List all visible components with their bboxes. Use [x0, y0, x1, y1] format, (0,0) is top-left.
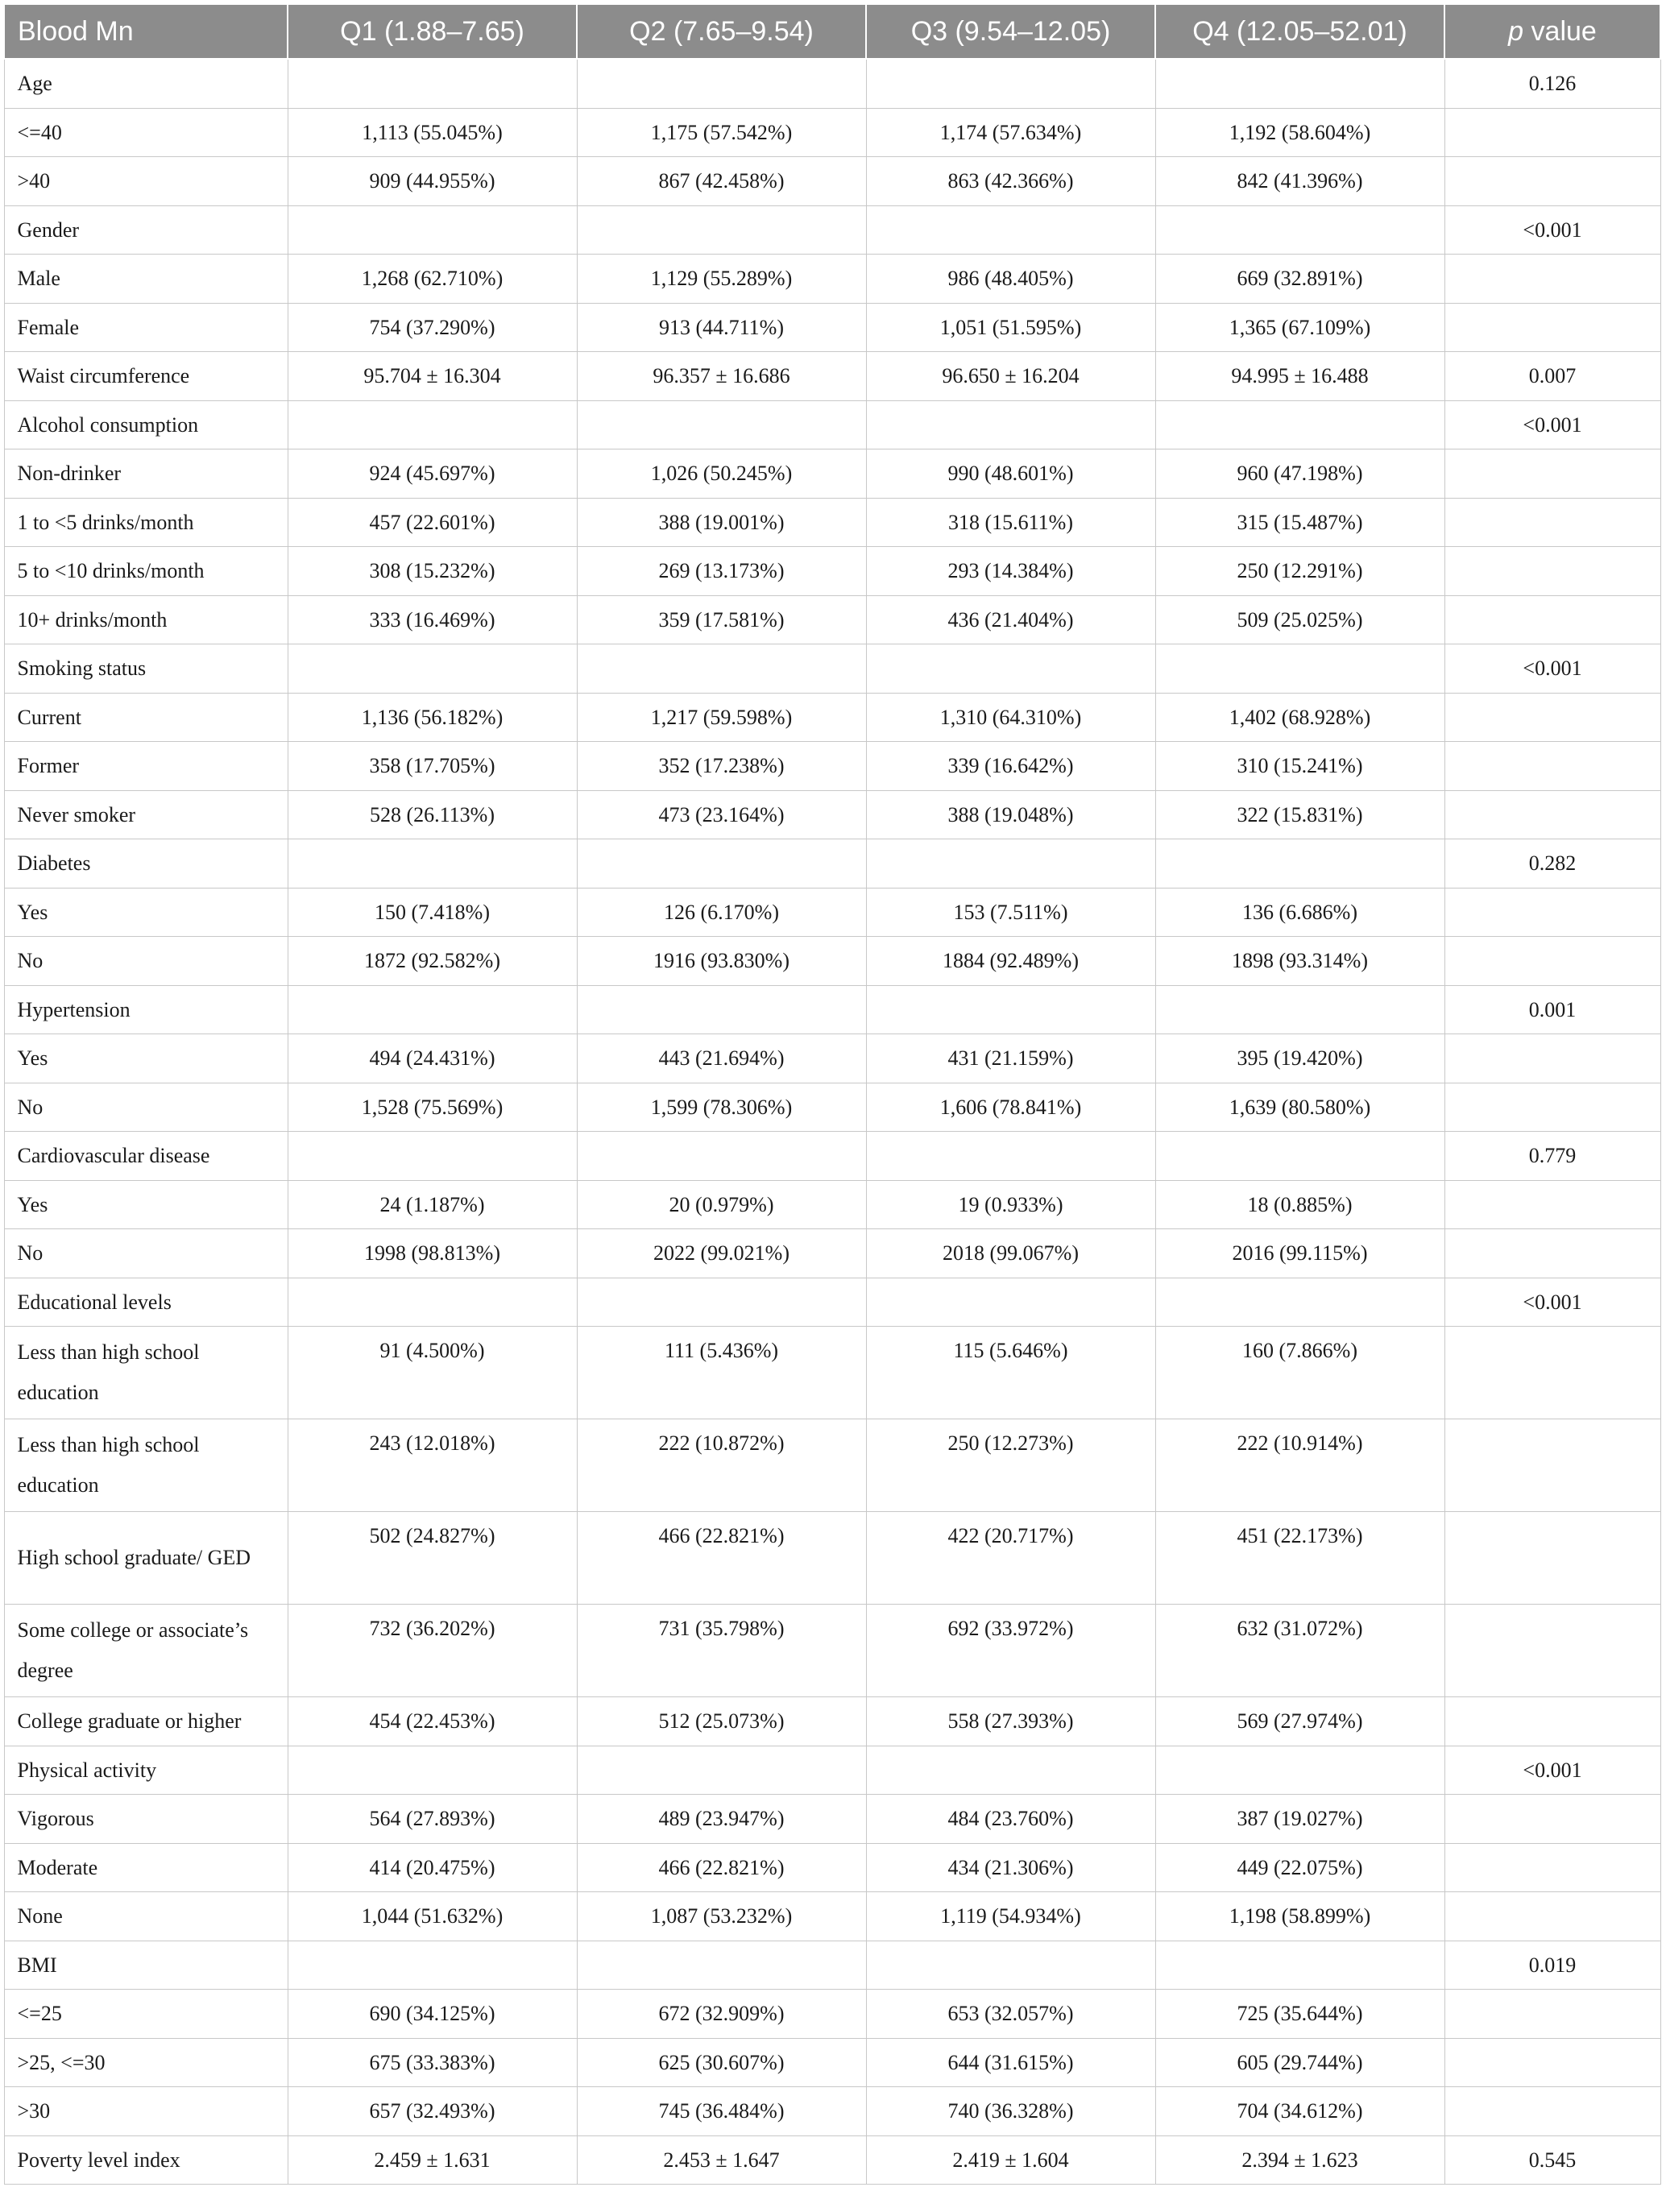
cell-q4: 449 (22.075%) — [1155, 1843, 1444, 1892]
cell-q2: 96.357 ± 16.686 — [577, 352, 866, 401]
cell-q1: 502 (24.827%) — [288, 1512, 577, 1605]
row-label-cell: Smoking status — [4, 644, 288, 694]
table-row — [4, 595, 1660, 644]
cell-p: <0.001 — [1444, 644, 1660, 694]
table-row — [4, 2135, 1660, 2185]
cell-q2: 672 (32.909%) — [577, 1990, 866, 2039]
cell-q2: 745 (36.484%) — [577, 2087, 866, 2136]
cell-q2 — [577, 1746, 866, 1795]
row-label-cell: Yes — [4, 888, 288, 937]
cell-p — [1444, 1990, 1660, 2039]
cell-q1: 754 (37.290%) — [288, 303, 577, 352]
cell-p — [1444, 1419, 1660, 1512]
cell-q1: 564 (27.893%) — [288, 1795, 577, 1844]
cell-q2 — [577, 1278, 866, 1327]
table-row — [4, 400, 1660, 449]
table-row — [4, 1419, 1660, 1512]
table-row — [4, 839, 1660, 889]
cell-q2: 867 (42.458%) — [577, 157, 866, 206]
cell-q2: 913 (44.711%) — [577, 303, 866, 352]
cell-p — [1444, 595, 1660, 644]
cell-q1: 1872 (92.582%) — [288, 937, 577, 986]
cell-p: <0.001 — [1444, 1278, 1660, 1327]
table-row — [4, 742, 1660, 791]
cell-q2: 1,026 (50.245%) — [577, 449, 866, 499]
cell-q2: 1,599 (78.306%) — [577, 1083, 866, 1132]
cell-p — [1444, 1605, 1660, 1697]
row-label-cell: Diabetes — [4, 839, 288, 889]
cell-q4: 94.995 ± 16.488 — [1155, 352, 1444, 401]
row-label-cell: High school graduate/ GED — [4, 1512, 288, 1605]
cell-q1: 657 (32.493%) — [288, 2087, 577, 2136]
header-row — [4, 4, 1660, 59]
cell-p — [1444, 742, 1660, 791]
table-row — [4, 693, 1660, 742]
cell-q1: 675 (33.383%) — [288, 2038, 577, 2087]
row-label-cell: Cardiovascular disease — [4, 1132, 288, 1181]
cell-q4: 310 (15.241%) — [1155, 742, 1444, 791]
cell-q2: 1916 (93.830%) — [577, 937, 866, 986]
cell-q3: 1884 (92.489%) — [866, 937, 1155, 986]
row-label-cell: Never smoker — [4, 790, 288, 839]
cell-q3: 2018 (99.067%) — [866, 1229, 1155, 1278]
cell-q3 — [866, 985, 1155, 1034]
cell-q3: 2.419 ± 1.604 — [866, 2135, 1155, 2185]
cell-q1: 358 (17.705%) — [288, 742, 577, 791]
cell-q1: 414 (20.475%) — [288, 1843, 577, 1892]
cell-q2: 352 (17.238%) — [577, 742, 866, 791]
cell-p: 0.779 — [1444, 1132, 1660, 1181]
cell-p — [1444, 937, 1660, 986]
cell-q4 — [1155, 59, 1444, 108]
row-label-cell: Male — [4, 255, 288, 304]
row-label-cell: >40 — [4, 157, 288, 206]
cell-q3: 422 (20.717%) — [866, 1512, 1155, 1605]
table-row — [4, 205, 1660, 255]
header-q3: Q3 (9.54–12.05) — [866, 4, 1155, 59]
cell-q1: 924 (45.697%) — [288, 449, 577, 499]
table-row — [4, 1843, 1660, 1892]
row-label-cell: Hypertension — [4, 985, 288, 1034]
cell-p — [1444, 1180, 1660, 1229]
table-row — [4, 937, 1660, 986]
cell-p — [1444, 1327, 1660, 1419]
cell-q2 — [577, 1132, 866, 1181]
cell-q3 — [866, 839, 1155, 889]
cell-q3: 1,606 (78.841%) — [866, 1083, 1155, 1132]
cell-q3: 692 (33.972%) — [866, 1605, 1155, 1697]
cell-q1 — [288, 205, 577, 255]
cell-q2: 466 (22.821%) — [577, 1843, 866, 1892]
cell-q2: 2022 (99.021%) — [577, 1229, 866, 1278]
cell-q4: 509 (25.025%) — [1155, 595, 1444, 644]
row-label-cell: Yes — [4, 1180, 288, 1229]
cell-p: <0.001 — [1444, 205, 1660, 255]
cell-p — [1444, 1229, 1660, 1278]
cell-p: 0.126 — [1444, 59, 1660, 108]
cell-q2: 359 (17.581%) — [577, 595, 866, 644]
cell-p — [1444, 2087, 1660, 2136]
cell-q2: 512 (25.073%) — [577, 1697, 866, 1746]
row-label-cell: None — [4, 1892, 288, 1941]
table-row — [4, 108, 1660, 157]
cell-q3 — [866, 1746, 1155, 1795]
table-row — [4, 1083, 1660, 1132]
table-row — [4, 1892, 1660, 1941]
cell-p — [1444, 1512, 1660, 1605]
row-label-cell: Poverty level index — [4, 2135, 288, 2185]
cell-q4: 960 (47.198%) — [1155, 449, 1444, 499]
cell-q4 — [1155, 1132, 1444, 1181]
header-p-value — [1444, 4, 1660, 59]
cell-p: 0.007 — [1444, 352, 1660, 401]
cell-q4: 1,198 (58.899%) — [1155, 1892, 1444, 1941]
cell-q1 — [288, 1746, 577, 1795]
header-q4: Q4 (12.05–52.01) — [1155, 4, 1444, 59]
cell-q4 — [1155, 1941, 1444, 1990]
row-label-cell: >30 — [4, 2087, 288, 2136]
table-row — [4, 1132, 1660, 1181]
table-row — [4, 1697, 1660, 1746]
cell-q3: 644 (31.615%) — [866, 2038, 1155, 2087]
cell-q4: 605 (29.744%) — [1155, 2038, 1444, 2087]
cell-q4 — [1155, 1278, 1444, 1327]
row-label-cell: >25, <=30 — [4, 2038, 288, 2087]
cell-q4: 2.394 ± 1.623 — [1155, 2135, 1444, 2185]
cell-q3: 740 (36.328%) — [866, 2087, 1155, 2136]
cell-q1 — [288, 1278, 577, 1327]
cell-q2: 466 (22.821%) — [577, 1512, 866, 1605]
table-row — [4, 790, 1660, 839]
table-body — [4, 59, 1660, 2185]
cell-q4: 451 (22.173%) — [1155, 1512, 1444, 1605]
row-label-cell: 1 to <5 drinks/month — [4, 498, 288, 547]
cell-q3: 339 (16.642%) — [866, 742, 1155, 791]
cell-q1: 333 (16.469%) — [288, 595, 577, 644]
cell-q1: 1998 (98.813%) — [288, 1229, 577, 1278]
cell-q2 — [577, 985, 866, 1034]
cell-p — [1444, 693, 1660, 742]
cell-q1: 91 (4.500%) — [288, 1327, 577, 1419]
cell-q4: 222 (10.914%) — [1155, 1419, 1444, 1512]
cell-q4: 1898 (93.314%) — [1155, 937, 1444, 986]
row-label-cell: Moderate — [4, 1843, 288, 1892]
cell-q3 — [866, 1132, 1155, 1181]
table-row — [4, 1327, 1660, 1419]
table-row — [4, 547, 1660, 596]
cell-q4: 569 (27.974%) — [1155, 1697, 1444, 1746]
table-row — [4, 1512, 1660, 1605]
cell-q4: 1,365 (67.109%) — [1155, 303, 1444, 352]
cell-q1: 24 (1.187%) — [288, 1180, 577, 1229]
row-label-cell: Some college or associate’s degree — [4, 1605, 288, 1697]
table-row — [4, 1229, 1660, 1278]
table-row — [4, 157, 1660, 206]
row-label-cell: Vigorous — [4, 1795, 288, 1844]
cell-p — [1444, 547, 1660, 596]
table-row — [4, 1941, 1660, 1990]
cell-q3: 96.650 ± 16.204 — [866, 352, 1155, 401]
header-p-rest: value — [1523, 15, 1597, 47]
cell-p — [1444, 1892, 1660, 1941]
cell-q3: 153 (7.511%) — [866, 888, 1155, 937]
cell-q1 — [288, 839, 577, 889]
cell-p: 0.282 — [1444, 839, 1660, 889]
cell-q1 — [288, 644, 577, 694]
table-row — [4, 449, 1660, 499]
cell-q3 — [866, 644, 1155, 694]
row-label-cell: Female — [4, 303, 288, 352]
row-label-cell: Age — [4, 59, 288, 108]
cell-q2 — [577, 839, 866, 889]
cell-q4: 160 (7.866%) — [1155, 1327, 1444, 1419]
cell-q3: 1,051 (51.595%) — [866, 303, 1155, 352]
cell-p — [1444, 1034, 1660, 1083]
cell-p: 0.019 — [1444, 1941, 1660, 1990]
cell-q3: 1,310 (64.310%) — [866, 693, 1155, 742]
cell-p: 0.545 — [1444, 2135, 1660, 2185]
cell-q3 — [866, 59, 1155, 108]
cell-q4 — [1155, 400, 1444, 449]
table-row — [4, 2038, 1660, 2087]
table-row — [4, 1034, 1660, 1083]
cell-p — [1444, 157, 1660, 206]
cell-q4: 136 (6.686%) — [1155, 888, 1444, 937]
row-label-cell: <=40 — [4, 108, 288, 157]
cell-q3: 990 (48.601%) — [866, 449, 1155, 499]
table-row — [4, 985, 1660, 1034]
cell-q3: 1,174 (57.634%) — [866, 108, 1155, 157]
cell-q4: 632 (31.072%) — [1155, 1605, 1444, 1697]
cell-q1: 909 (44.955%) — [288, 157, 577, 206]
row-label-cell: College graduate or higher — [4, 1697, 288, 1746]
cell-q2: 625 (30.607%) — [577, 2038, 866, 2087]
cell-q2: 388 (19.001%) — [577, 498, 866, 547]
cell-q4: 315 (15.487%) — [1155, 498, 1444, 547]
cell-q3: 558 (27.393%) — [866, 1697, 1155, 1746]
row-label-cell: No — [4, 1229, 288, 1278]
row-label-cell: Yes — [4, 1034, 288, 1083]
cell-q2: 473 (23.164%) — [577, 790, 866, 839]
header-q1: Q1 (1.88–7.65) — [288, 4, 577, 59]
cell-q4 — [1155, 985, 1444, 1034]
cell-q3 — [866, 400, 1155, 449]
row-label-cell: No — [4, 1083, 288, 1132]
cell-p — [1444, 888, 1660, 937]
cell-p — [1444, 1843, 1660, 1892]
table-row — [4, 1990, 1660, 2039]
row-label-cell: BMI — [4, 1941, 288, 1990]
cell-q1: 457 (22.601%) — [288, 498, 577, 547]
cell-q1: 528 (26.113%) — [288, 790, 577, 839]
cell-q3: 318 (15.611%) — [866, 498, 1155, 547]
cell-q2: 222 (10.872%) — [577, 1419, 866, 1512]
cell-q4 — [1155, 1746, 1444, 1795]
table-row — [4, 255, 1660, 304]
row-label-cell: <=25 — [4, 1990, 288, 2039]
cell-q1 — [288, 1132, 577, 1181]
row-label-cell: 5 to <10 drinks/month — [4, 547, 288, 596]
cell-p — [1444, 1083, 1660, 1132]
table-row — [4, 2087, 1660, 2136]
cell-p — [1444, 1795, 1660, 1844]
cell-q4: 2016 (99.115%) — [1155, 1229, 1444, 1278]
cell-q4: 395 (19.420%) — [1155, 1034, 1444, 1083]
table-row — [4, 888, 1660, 937]
cell-q2: 489 (23.947%) — [577, 1795, 866, 1844]
cell-q4: 842 (41.396%) — [1155, 157, 1444, 206]
cell-q4: 250 (12.291%) — [1155, 547, 1444, 596]
table-row — [4, 1278, 1660, 1327]
cell-q3: 434 (21.306%) — [866, 1843, 1155, 1892]
cell-q1: 1,044 (51.632%) — [288, 1892, 577, 1941]
row-label-cell: Waist circumference — [4, 352, 288, 401]
cell-p — [1444, 790, 1660, 839]
cell-q3: 388 (19.048%) — [866, 790, 1155, 839]
cell-q3: 250 (12.273%) — [866, 1419, 1155, 1512]
cell-q2: 731 (35.798%) — [577, 1605, 866, 1697]
table-row — [4, 59, 1660, 108]
cell-q2 — [577, 400, 866, 449]
cell-q3: 436 (21.404%) — [866, 595, 1155, 644]
cell-q2 — [577, 644, 866, 694]
cell-p — [1444, 255, 1660, 304]
cell-q2 — [577, 1941, 866, 1990]
cell-q3: 431 (21.159%) — [866, 1034, 1155, 1083]
cell-q4: 1,192 (58.604%) — [1155, 108, 1444, 157]
table-row — [4, 498, 1660, 547]
header-p-italic: p — [1508, 15, 1524, 47]
cell-q2: 111 (5.436%) — [577, 1327, 866, 1419]
cell-q1: 1,528 (75.569%) — [288, 1083, 577, 1132]
table-row — [4, 1746, 1660, 1795]
cell-q1 — [288, 400, 577, 449]
cell-q2: 1,217 (59.598%) — [577, 693, 866, 742]
row-label-cell: Alcohol consumption — [4, 400, 288, 449]
table-row — [4, 352, 1660, 401]
cell-q1: 95.704 ± 16.304 — [288, 352, 577, 401]
row-label-cell: Educational levels — [4, 1278, 288, 1327]
cell-q4: 1,402 (68.928%) — [1155, 693, 1444, 742]
cell-q4: 704 (34.612%) — [1155, 2087, 1444, 2136]
cell-q2: 126 (6.170%) — [577, 888, 866, 937]
row-label-cell: Gender — [4, 205, 288, 255]
cell-q2: 1,129 (55.289%) — [577, 255, 866, 304]
cell-p — [1444, 1697, 1660, 1746]
cell-q2 — [577, 205, 866, 255]
cell-p: <0.001 — [1444, 400, 1660, 449]
row-label-cell: No — [4, 937, 288, 986]
cell-q2: 1,087 (53.232%) — [577, 1892, 866, 1941]
cell-q1: 732 (36.202%) — [288, 1605, 577, 1697]
table-row — [4, 644, 1660, 694]
table-row — [4, 1180, 1660, 1229]
cell-q2: 443 (21.694%) — [577, 1034, 866, 1083]
row-label-cell: Former — [4, 742, 288, 791]
cell-q1: 690 (34.125%) — [288, 1990, 577, 2039]
cell-q3 — [866, 205, 1155, 255]
cell-q2 — [577, 59, 866, 108]
cell-q1: 150 (7.418%) — [288, 888, 577, 937]
cell-q2: 269 (13.173%) — [577, 547, 866, 596]
cell-q3: 1,119 (54.934%) — [866, 1892, 1155, 1941]
cell-q3: 484 (23.760%) — [866, 1795, 1155, 1844]
cell-q4 — [1155, 839, 1444, 889]
cell-q4 — [1155, 205, 1444, 255]
cell-q4 — [1155, 644, 1444, 694]
cell-q1 — [288, 1941, 577, 1990]
cell-q3: 19 (0.933%) — [866, 1180, 1155, 1229]
cell-p: 0.001 — [1444, 985, 1660, 1034]
cell-q3 — [866, 1278, 1155, 1327]
table-header — [4, 4, 1660, 59]
cell-q4: 387 (19.027%) — [1155, 1795, 1444, 1844]
cell-q1 — [288, 59, 577, 108]
cell-p — [1444, 449, 1660, 499]
cell-q2: 20 (0.979%) — [577, 1180, 866, 1229]
cell-q4: 669 (32.891%) — [1155, 255, 1444, 304]
cell-q3 — [866, 1941, 1155, 1990]
cell-q3: 986 (48.405%) — [866, 255, 1155, 304]
cell-q1: 308 (15.232%) — [288, 547, 577, 596]
cell-q3: 653 (32.057%) — [866, 1990, 1155, 2039]
blood-mn-table — [3, 3, 1661, 2185]
row-label-cell: 10+ drinks/month — [4, 595, 288, 644]
cell-p — [1444, 2038, 1660, 2087]
cell-q3: 115 (5.646%) — [866, 1327, 1155, 1419]
row-label-cell: Non-drinker — [4, 449, 288, 499]
cell-q3: 863 (42.366%) — [866, 157, 1155, 206]
cell-q4: 18 (0.885%) — [1155, 1180, 1444, 1229]
table-row — [4, 1605, 1660, 1697]
cell-q1: 1,113 (55.045%) — [288, 108, 577, 157]
cell-q1: 494 (24.431%) — [288, 1034, 577, 1083]
cell-p — [1444, 108, 1660, 157]
header-q2: Q2 (7.65–9.54) — [577, 4, 866, 59]
row-label-cell: Less than high school education — [4, 1419, 288, 1512]
cell-q3: 293 (14.384%) — [866, 547, 1155, 596]
cell-q1: 1,136 (56.182%) — [288, 693, 577, 742]
cell-q1: 243 (12.018%) — [288, 1419, 577, 1512]
row-label-cell: Physical activity — [4, 1746, 288, 1795]
cell-p — [1444, 498, 1660, 547]
cell-q1: 1,268 (62.710%) — [288, 255, 577, 304]
row-label-cell: Less than high school education — [4, 1327, 288, 1419]
header-blood-mn: Blood Mn — [4, 4, 288, 59]
cell-q2: 1,175 (57.542%) — [577, 108, 866, 157]
cell-q1: 454 (22.453%) — [288, 1697, 577, 1746]
table-row — [4, 303, 1660, 352]
cell-q4: 725 (35.644%) — [1155, 1990, 1444, 2039]
cell-q4: 322 (15.831%) — [1155, 790, 1444, 839]
row-label-cell: Current — [4, 693, 288, 742]
cell-q1 — [288, 985, 577, 1034]
cell-q4: 1,639 (80.580%) — [1155, 1083, 1444, 1132]
cell-q1: 2.459 ± 1.631 — [288, 2135, 577, 2185]
cell-p — [1444, 303, 1660, 352]
cell-p: <0.001 — [1444, 1746, 1660, 1795]
cell-q2: 2.453 ± 1.647 — [577, 2135, 866, 2185]
table-row — [4, 1795, 1660, 1844]
